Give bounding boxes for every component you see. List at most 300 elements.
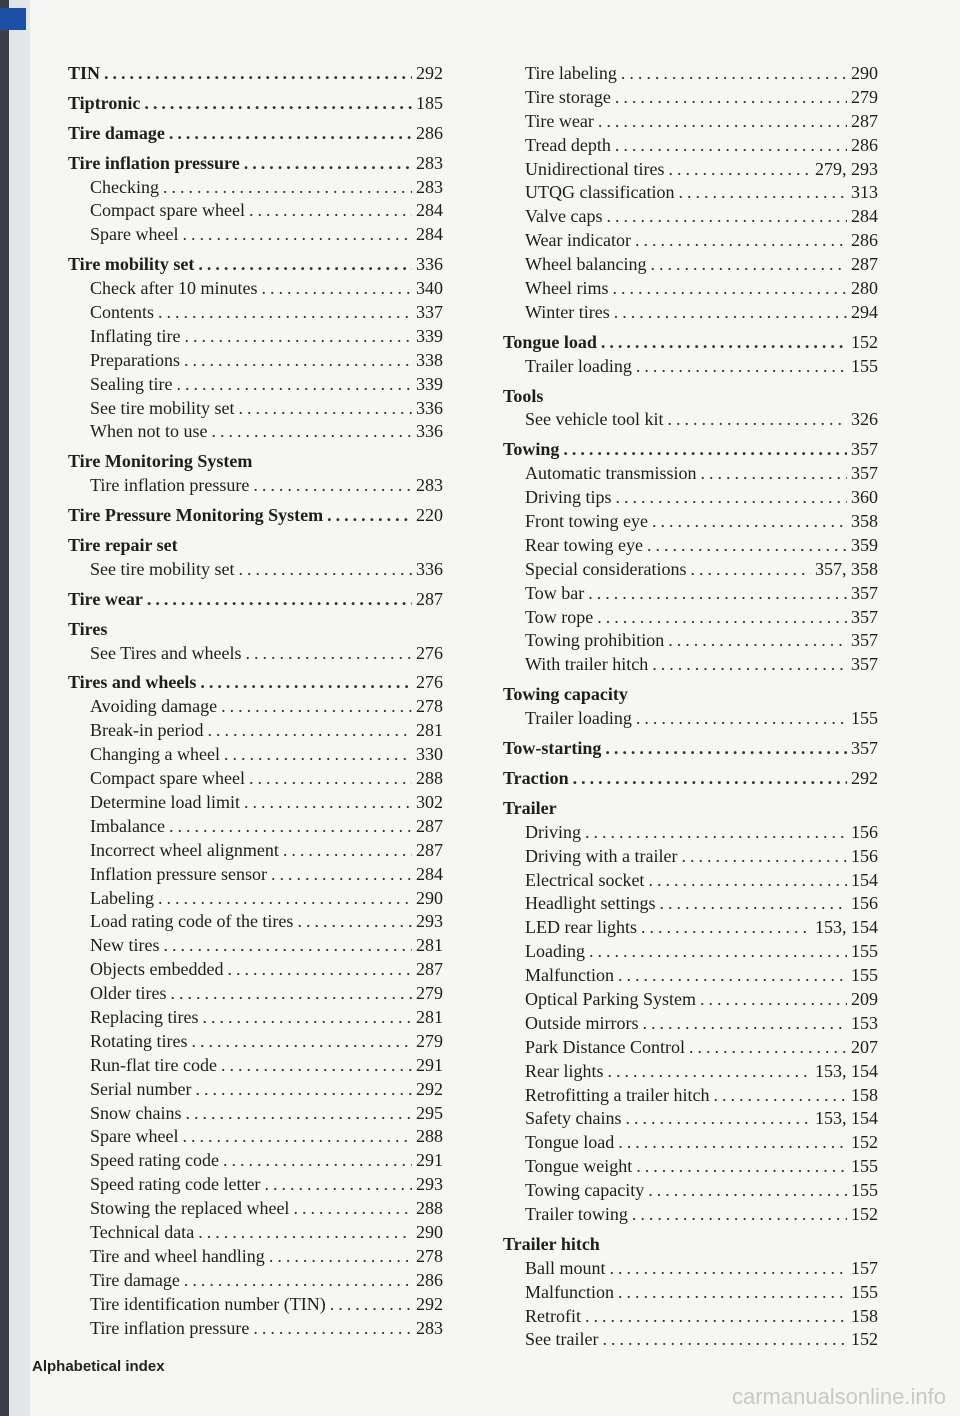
index-sub-entry xyxy=(503,253,878,277)
entry-label: When not to use xyxy=(90,421,208,442)
entry-page-number: 292 xyxy=(851,767,878,788)
dot-leader xyxy=(186,1102,413,1126)
entry-label: Preparations xyxy=(90,349,180,370)
entry-page-number: 290 xyxy=(416,1221,443,1242)
dot-leader xyxy=(182,1125,412,1149)
entry-label: Tire inflation pressure xyxy=(68,152,240,173)
entry-label: Determine load limit xyxy=(90,791,240,812)
entry-page-number: 280 xyxy=(851,278,878,299)
entry-label: Tools xyxy=(503,385,544,406)
entry-page-number: 336 xyxy=(416,421,443,442)
index-sub-entry xyxy=(503,1155,878,1179)
entry-page-number: 153 xyxy=(851,1012,878,1033)
entry-page-number: 293 xyxy=(416,911,443,932)
index-sub-entry xyxy=(503,821,878,845)
index-column-right xyxy=(503,62,878,1352)
dot-leader xyxy=(598,110,847,134)
entry-page-number: 152 xyxy=(851,1203,878,1224)
index-heading-entry xyxy=(503,683,878,707)
entry-page-number: 336 xyxy=(416,254,443,275)
entry-label: Outside mirrors xyxy=(525,1012,639,1033)
index-sub-entry xyxy=(503,181,878,205)
entry-label: Unidirectional tires xyxy=(525,158,665,179)
dot-leader xyxy=(104,62,412,86)
dot-leader xyxy=(648,1179,847,1203)
entry-label: Spare wheel xyxy=(90,224,179,245)
entry-page-number: 158 xyxy=(851,1305,878,1326)
entry-page-number: 291 xyxy=(416,1150,443,1171)
dot-leader xyxy=(169,815,412,839)
entry-label: Inflation pressure sensor xyxy=(90,863,267,884)
index-heading-entry xyxy=(68,504,443,528)
index-sub-entry xyxy=(68,815,443,839)
entry-label: Tires and wheels xyxy=(68,672,197,693)
entry-label: Load rating code of the tires xyxy=(90,911,294,932)
dot-leader xyxy=(269,1245,412,1269)
index-sub-entry xyxy=(503,606,878,630)
entry-page-number: 286 xyxy=(416,122,443,143)
entry-label: Headlight settings xyxy=(525,893,656,914)
entry-label: Older tires xyxy=(90,983,167,1004)
index-sub-entry xyxy=(503,629,878,653)
index-sub-entry xyxy=(68,1006,443,1030)
entry-page-number: 283 xyxy=(416,1317,443,1338)
entry-page-number: 339 xyxy=(416,373,443,394)
dot-leader xyxy=(601,331,847,355)
entry-label: With trailer hitch xyxy=(525,654,649,675)
index-sub-entry xyxy=(503,205,878,229)
entry-label: Retrofit xyxy=(525,1305,581,1326)
entry-label: LED rear lights xyxy=(525,917,637,938)
entry-label: Front towing eye xyxy=(525,511,648,532)
entry-page-number: 278 xyxy=(416,1245,443,1266)
index-heading-entry xyxy=(68,618,443,642)
dot-leader xyxy=(636,1155,847,1179)
entry-page-number: 155 xyxy=(851,1156,878,1177)
entry-page-number: 155 xyxy=(851,941,878,962)
dot-leader xyxy=(588,582,847,606)
entry-page-number: 357 xyxy=(851,630,878,651)
index-heading-entry xyxy=(68,450,443,474)
index-heading-entry xyxy=(68,152,443,176)
dot-leader xyxy=(625,1107,811,1131)
dot-leader xyxy=(192,1030,413,1054)
entry-page-number: 279 xyxy=(851,86,878,107)
entry-label: See vehicle tool kit xyxy=(525,409,664,430)
entry-page-number: 288 xyxy=(416,1126,443,1147)
index-sub-entry xyxy=(68,863,443,887)
dot-leader xyxy=(249,767,412,791)
dot-leader xyxy=(621,62,847,86)
entry-label: Checking xyxy=(90,176,159,197)
dot-leader xyxy=(608,1060,812,1084)
footer-section-label: Alphabetical index xyxy=(32,1358,165,1375)
entry-page-number: 326 xyxy=(851,409,878,430)
dot-leader xyxy=(563,438,847,462)
index-heading-entry xyxy=(68,588,443,612)
entry-page-number: 207 xyxy=(851,1036,878,1057)
index-sub-entry xyxy=(503,1179,878,1203)
dot-leader xyxy=(170,982,412,1006)
index-sub-entry xyxy=(68,420,443,444)
entry-label: Towing prohibition xyxy=(525,630,665,651)
entry-label: Compact spare wheel xyxy=(90,768,245,789)
entry-label: Wheel rims xyxy=(525,278,609,299)
entry-label: Special considerations xyxy=(525,558,687,579)
index-sub-entry xyxy=(503,510,878,534)
entry-label: Contents xyxy=(90,302,155,323)
entry-label: Tire inflation pressure xyxy=(90,1317,250,1338)
entry-label: Changing a wheel xyxy=(90,744,220,765)
index-sub-entry xyxy=(503,869,878,893)
index-sub-entry xyxy=(68,397,443,421)
index-sub-entry xyxy=(503,134,878,158)
entry-label: Trailer loading xyxy=(525,355,632,376)
index-sub-entry xyxy=(68,558,443,582)
entry-label: Tread depth xyxy=(525,134,611,155)
index-heading-entry xyxy=(503,767,878,791)
dot-leader xyxy=(616,486,847,510)
index-sub-entry xyxy=(503,845,878,869)
entry-page-number: 337 xyxy=(416,302,443,323)
index-sub-entry xyxy=(68,176,443,200)
entry-label: Tongue load xyxy=(525,1132,615,1153)
entry-page-number: 302 xyxy=(416,791,443,812)
dot-leader xyxy=(200,671,412,695)
entry-label: Sealing tire xyxy=(90,373,173,394)
entry-label: See trailer xyxy=(525,1329,599,1350)
index-column-left xyxy=(68,62,443,1340)
index-sub-entry xyxy=(68,1221,443,1245)
entry-page-number: 295 xyxy=(416,1102,443,1123)
entry-label: Tire damage xyxy=(68,122,165,143)
entry-page-number: 287 xyxy=(851,254,878,275)
index-sub-entry xyxy=(503,707,878,731)
entry-label: Tongue load xyxy=(503,331,597,352)
dot-leader xyxy=(253,1317,412,1341)
entry-label: Tire storage xyxy=(525,86,611,107)
entry-page-number: 294 xyxy=(851,301,878,322)
index-heading-entry xyxy=(503,1233,878,1257)
index-sub-entry xyxy=(503,301,878,325)
index-sub-entry xyxy=(503,86,878,110)
index-sub-entry xyxy=(503,534,878,558)
index-sub-entry xyxy=(68,958,443,982)
index-heading-entry xyxy=(503,737,878,761)
entry-label: Objects embedded xyxy=(90,959,224,980)
entry-page-number: 360 xyxy=(851,487,878,508)
entry-page-number: 357 xyxy=(851,439,878,460)
entry-page-number: 281 xyxy=(416,720,443,741)
entry-page-number: 359 xyxy=(851,534,878,555)
dot-leader xyxy=(659,892,847,916)
index-sub-entry xyxy=(68,719,443,743)
dot-leader xyxy=(700,988,847,1012)
page-edge-strip xyxy=(0,0,30,1416)
entry-label: Run-flat tire code xyxy=(90,1054,217,1075)
entry-page-number: 292 xyxy=(416,1293,443,1314)
dot-leader xyxy=(244,152,412,176)
index-sub-entry xyxy=(503,1060,878,1084)
entry-page-number: 152 xyxy=(851,331,878,352)
entry-page-number: 279 xyxy=(416,983,443,1004)
entry-label: UTQG classification xyxy=(525,182,675,203)
index-sub-entry xyxy=(68,839,443,863)
entry-page-number: 155 xyxy=(851,1180,878,1201)
entry-page-number: 153, 154 xyxy=(815,1108,878,1129)
entry-page-number: 287 xyxy=(416,959,443,980)
entry-page-number: 156 xyxy=(851,893,878,914)
index-sub-entry xyxy=(68,1197,443,1221)
entry-label: Retrofitting a trailer hitch xyxy=(525,1084,710,1105)
entry-page-number: 284 xyxy=(416,224,443,245)
index-sub-entry xyxy=(68,767,443,791)
index-heading-entry xyxy=(503,331,878,355)
entry-page-number: 290 xyxy=(416,887,443,908)
entry-page-number: 152 xyxy=(851,1329,878,1350)
dot-leader xyxy=(202,1006,412,1030)
entry-page-number: 336 xyxy=(416,397,443,418)
dot-leader xyxy=(648,869,847,893)
entry-page-number: 154 xyxy=(851,869,878,890)
entry-label: Labeling xyxy=(90,887,154,908)
dot-leader xyxy=(195,1078,412,1102)
index-sub-entry xyxy=(68,887,443,911)
index-sub-entry xyxy=(503,158,878,182)
entry-page-number: 313 xyxy=(851,182,878,203)
index-sub-entry xyxy=(68,982,443,1006)
entry-page-number: 287 xyxy=(416,839,443,860)
dot-leader xyxy=(207,719,412,743)
entry-label: Tire inflation pressure xyxy=(90,475,250,496)
dot-leader xyxy=(597,606,847,630)
entry-page-number: 357 xyxy=(851,582,878,603)
dot-leader xyxy=(293,1197,412,1221)
dot-leader xyxy=(615,134,847,158)
index-sub-entry xyxy=(68,791,443,815)
entry-page-number: 284 xyxy=(416,863,443,884)
entry-page-number: 286 xyxy=(851,230,878,251)
index-sub-entry xyxy=(503,1084,878,1108)
entry-label: Snow chains xyxy=(90,1102,182,1123)
entry-page-number: 358 xyxy=(851,511,878,532)
entry-label: Stowing the replaced wheel xyxy=(90,1198,290,1219)
entry-page-number: 286 xyxy=(851,134,878,155)
entry-label: Tires xyxy=(68,618,108,639)
entry-label: Serial number xyxy=(90,1078,192,1099)
index-sub-entry xyxy=(68,1125,443,1149)
dot-leader xyxy=(184,325,412,349)
dot-leader xyxy=(667,408,847,432)
dot-leader xyxy=(238,558,412,582)
dot-leader xyxy=(636,355,847,379)
entry-page-number: 281 xyxy=(416,1006,443,1027)
dot-leader xyxy=(330,1293,412,1317)
entry-label: Tire Pressure Monitoring System xyxy=(68,505,324,526)
dot-leader xyxy=(652,510,847,534)
index-heading-entry xyxy=(68,534,443,558)
index-heading-entry xyxy=(68,253,443,277)
index-heading-entry xyxy=(503,797,878,821)
entry-label: Tire and wheel handling xyxy=(90,1245,265,1266)
entry-label: Compact spare wheel xyxy=(90,200,245,221)
entry-page-number: 276 xyxy=(416,642,443,663)
watermark-text: carmanualsonline.info xyxy=(731,1384,946,1409)
dot-leader xyxy=(642,1012,847,1036)
dot-leader xyxy=(647,534,847,558)
entry-label: Driving with a trailer xyxy=(525,845,678,866)
dot-leader xyxy=(573,767,847,791)
dot-leader xyxy=(238,397,412,421)
entry-label: Tire labeling xyxy=(525,63,617,83)
entry-page-number: 155 xyxy=(851,1281,878,1302)
dot-leader xyxy=(297,910,412,934)
entry-label: Trailer xyxy=(503,797,557,818)
entry-label: Trailer loading xyxy=(525,708,632,729)
index-sub-entry xyxy=(503,1305,878,1329)
index-sub-entry xyxy=(68,373,443,397)
index-sub-entry xyxy=(503,1012,878,1036)
entry-label: Malfunction xyxy=(525,965,614,986)
entry-label: Trailer hitch xyxy=(503,1233,600,1254)
entry-page-number: 157 xyxy=(851,1257,878,1278)
dot-leader xyxy=(678,181,847,205)
index-sub-entry xyxy=(68,910,443,934)
entry-label: New tires xyxy=(90,935,160,956)
dot-leader xyxy=(605,737,847,761)
entry-label: Wear indicator xyxy=(525,230,631,251)
entry-label: Rear lights xyxy=(525,1060,604,1081)
dot-leader xyxy=(184,1269,412,1293)
dot-leader xyxy=(632,1203,847,1227)
entry-label: Towing xyxy=(503,439,560,460)
dot-leader xyxy=(650,253,847,277)
index-sub-entry xyxy=(503,1107,878,1131)
index-sub-entry xyxy=(503,355,878,379)
dot-leader xyxy=(198,253,412,277)
index-sub-entry xyxy=(503,462,878,486)
dot-leader xyxy=(163,176,412,200)
dot-leader xyxy=(713,1084,847,1108)
index-sub-entry xyxy=(68,934,443,958)
dot-leader xyxy=(610,1257,848,1281)
entry-page-number: 291 xyxy=(416,1054,443,1075)
entry-page-number: 155 xyxy=(851,708,878,729)
entry-label: See Tires and wheels xyxy=(90,642,242,663)
index-sub-entry xyxy=(68,1269,443,1293)
index-sub-entry xyxy=(503,916,878,940)
entry-page-number: 293 xyxy=(416,1174,443,1195)
dot-leader xyxy=(264,1173,412,1197)
index-sub-entry xyxy=(68,199,443,223)
entry-page-number: 330 xyxy=(416,744,443,765)
dot-leader xyxy=(668,158,811,182)
entry-label: Break-in period xyxy=(90,720,204,741)
entry-page-number: 283 xyxy=(416,475,443,496)
index-sub-entry xyxy=(503,1203,878,1227)
index-sub-entry xyxy=(68,223,443,247)
entry-label: Malfunction xyxy=(525,1281,614,1302)
entry-label: Tire repair set xyxy=(68,535,178,556)
entry-label: Rotating tires xyxy=(90,1030,188,1051)
entry-label: Winter tires xyxy=(525,301,610,322)
dot-leader xyxy=(690,558,811,582)
dot-leader xyxy=(261,277,412,301)
index-sub-entry xyxy=(503,408,878,432)
index-sub-entry xyxy=(503,1328,878,1352)
entry-page-number: 156 xyxy=(851,845,878,866)
entry-label: See tire mobility set xyxy=(90,558,235,579)
entry-page-number: 209 xyxy=(851,988,878,1009)
index-sub-entry xyxy=(503,110,878,134)
index-sub-entry xyxy=(503,62,878,86)
dot-leader xyxy=(327,504,412,528)
dot-leader xyxy=(615,86,847,110)
entry-page-number: 288 xyxy=(416,768,443,789)
dot-leader xyxy=(641,916,811,940)
index-sub-entry xyxy=(68,1293,443,1317)
dot-leader xyxy=(227,958,412,982)
index-sub-entry xyxy=(503,1281,878,1305)
dot-leader xyxy=(635,229,847,253)
entry-label: Automatic transmission xyxy=(525,463,697,484)
index-sub-entry xyxy=(68,1149,443,1173)
index-sub-entry xyxy=(503,1257,878,1281)
index-sub-entry xyxy=(68,325,443,349)
entry-page-number: 281 xyxy=(416,935,443,956)
index-sub-entry xyxy=(503,988,878,1012)
entry-label: Tire mobility set xyxy=(68,254,195,275)
dot-leader xyxy=(211,420,412,444)
index-sub-entry xyxy=(503,558,878,582)
entry-label: Tire wear xyxy=(525,110,594,131)
index-sub-entry xyxy=(503,1131,878,1155)
entry-label: Tire wear xyxy=(68,588,143,609)
entry-page-number: 279, 293 xyxy=(815,158,878,179)
entry-page-number: 156 xyxy=(851,821,878,842)
entry-page-number: 220 xyxy=(416,505,443,526)
index-heading-entry xyxy=(68,671,443,695)
entry-label: Tow bar xyxy=(525,582,585,603)
index-sub-entry xyxy=(68,349,443,373)
entry-page-number: 290 xyxy=(851,63,878,83)
dot-leader xyxy=(198,1221,412,1245)
index-sub-entry xyxy=(68,1317,443,1341)
entry-page-number: 338 xyxy=(416,349,443,370)
entry-label: Rear towing eye xyxy=(525,534,643,555)
entry-page-number: 283 xyxy=(416,176,443,197)
entry-page-number: 357 xyxy=(851,654,878,675)
entry-label: Tire damage xyxy=(90,1269,180,1290)
index-heading-entry xyxy=(503,438,878,462)
index-sub-entry xyxy=(68,1078,443,1102)
entry-label: Valve caps xyxy=(525,206,603,227)
dot-leader xyxy=(244,791,412,815)
index-sub-entry xyxy=(68,695,443,719)
dot-leader xyxy=(606,205,847,229)
section-tab-marker xyxy=(0,8,26,30)
entry-label: Towing capacity xyxy=(503,684,628,705)
dot-leader xyxy=(221,1054,412,1078)
index-sub-entry xyxy=(68,1030,443,1054)
dot-leader xyxy=(271,863,412,887)
index-sub-entry xyxy=(68,1245,443,1269)
dot-leader xyxy=(253,474,412,498)
entry-label: Driving xyxy=(525,821,581,842)
index-sub-entry xyxy=(68,277,443,301)
entry-page-number: 287 xyxy=(416,815,443,836)
index-sub-entry xyxy=(68,474,443,498)
